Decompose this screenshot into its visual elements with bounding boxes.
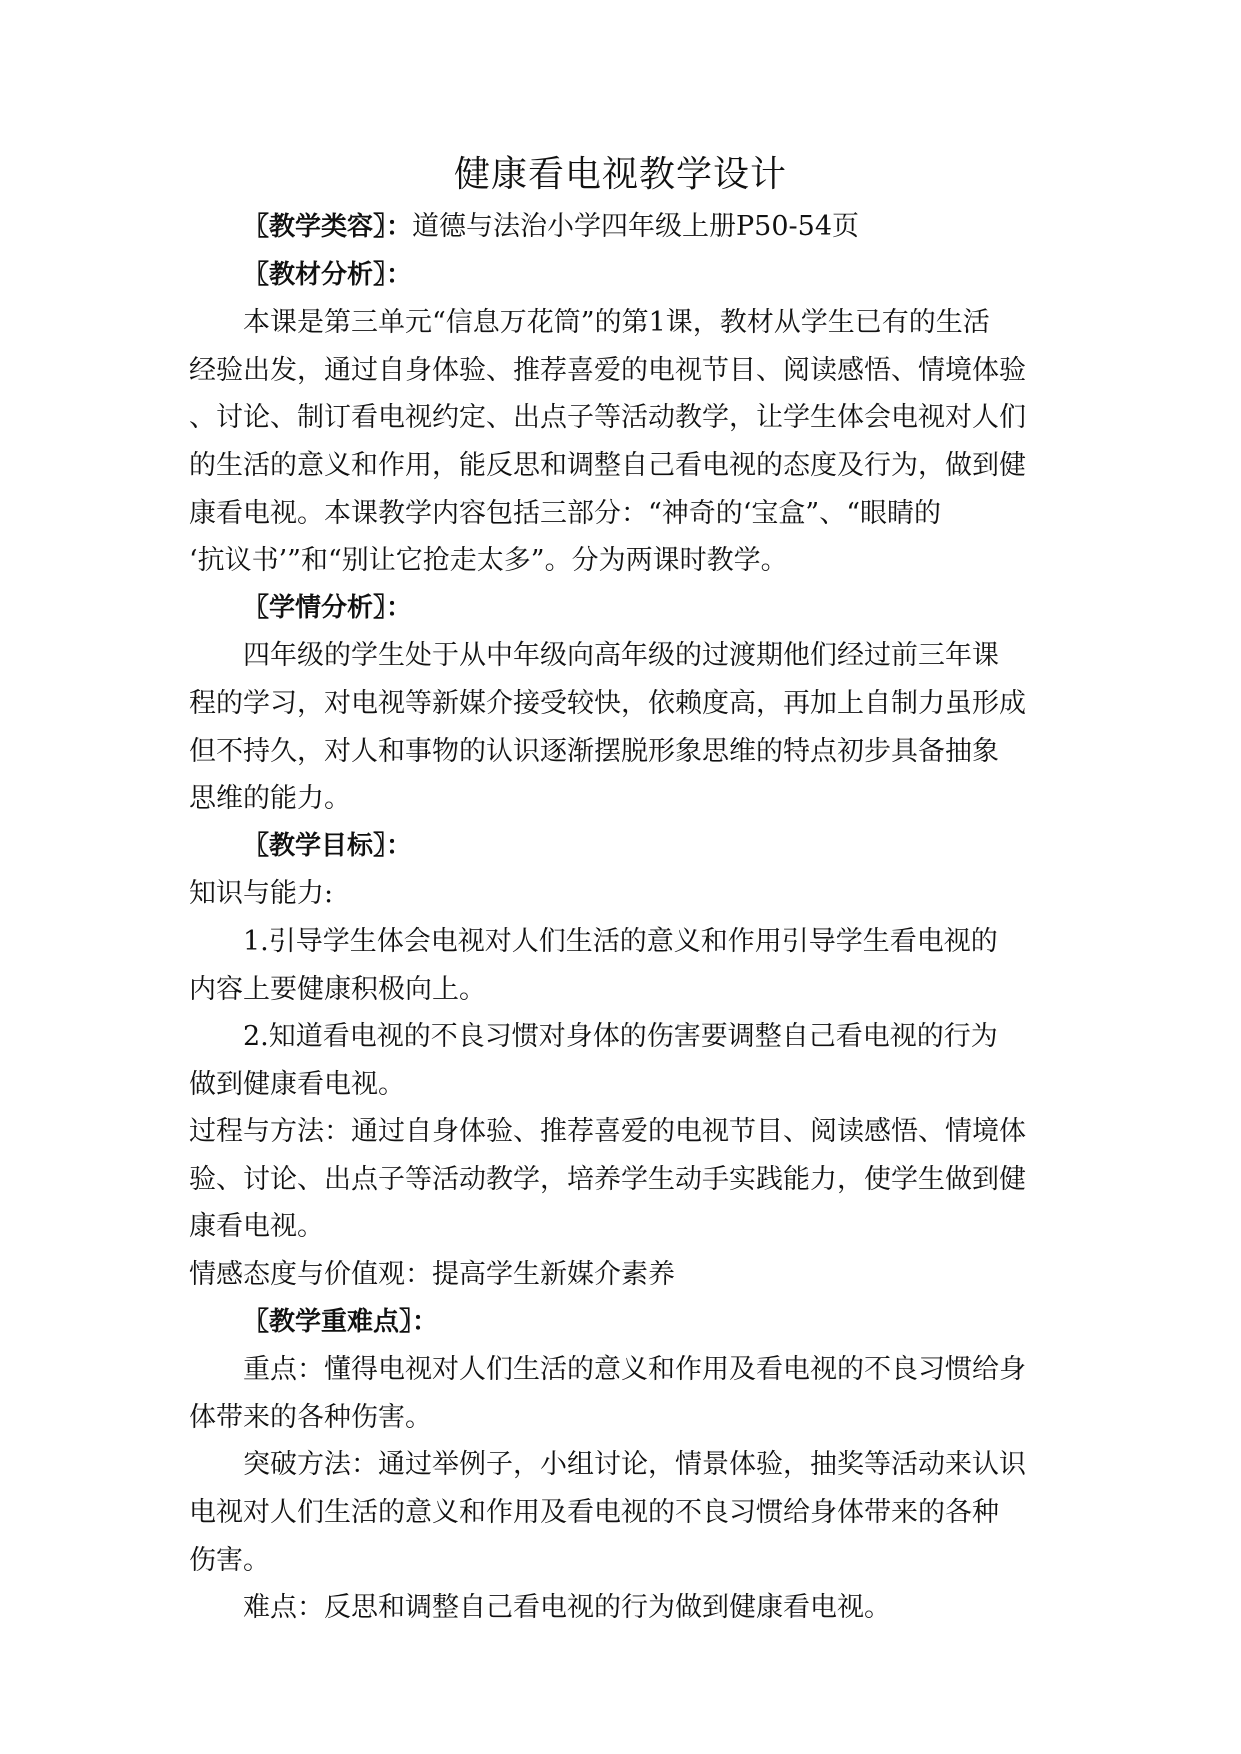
key-point-line: 体带来的各种伤害。 xyxy=(189,1401,432,1433)
objective-item-1-line: 内容上要健康积极向上。 xyxy=(189,973,486,1005)
learner-analysis-line: 但不持久，对人和事物的认识逐渐摆脱形象思维的特点初步具备抽象 xyxy=(189,735,999,767)
process-method-line: 验、讨论、出点子等活动教学，培养学生动手实践能力，使学生做到健 xyxy=(189,1163,1026,1195)
material-analysis-line: 的生活的意义和作用，能反思和调整自己看电视的态度及行为，做到健 xyxy=(189,449,1026,481)
material-analysis-line: 、讨论、制订看电视约定、出点子等活动教学，让学生体会电视对人们 xyxy=(189,402,1026,434)
breakthrough-method-line: 突破方法：通过举例子，小组讨论，情景体验，抽奖等活动来认识 xyxy=(243,1449,1026,1481)
breakthrough-method-line: 伤害。 xyxy=(189,1544,270,1576)
learner-analysis-heading: 〖学情分析〗： xyxy=(243,592,413,623)
document-title: 健康看电视教学设计 xyxy=(453,154,787,195)
content-value: 道德与法治小学四年级上册P50-54页 xyxy=(412,211,860,242)
emotion-values-line: 情感态度与价值观：提高学生新媒介素养 xyxy=(189,1259,675,1291)
material-analysis-line: 本课是第三单元“信息万花筒”的第1课，教材从学生已有的生活 xyxy=(243,307,990,339)
key-point-line: 重点：懂得电视对人们生活的意义和作用及看电视的不良习惯给身 xyxy=(243,1354,1026,1386)
material-analysis-line: 经验出发，通过自身体验、推荐喜爱的电视节目、阅读感悟、情境体验 xyxy=(189,354,1026,386)
objective-item-1-line: 1.引导学生体会电视对人们生活的意义和作用引导学生看电视的 xyxy=(243,925,998,957)
material-analysis-line: ‘抗议书’”和“别让它抢走太多”。分为两课时教学。 xyxy=(189,545,788,577)
key-points-heading: 〖教学重难点〗： xyxy=(243,1306,439,1337)
learner-analysis-line: 程的学习，对电视等新媒介接受较快，依赖度高，再加上自制力虽形成 xyxy=(189,687,1026,719)
material-analysis-heading: 〖教材分析〗： xyxy=(243,259,413,290)
process-method-line: 过程与方法：通过自身体验、推荐喜爱的电视节目、阅读感悟、情境体 xyxy=(189,1116,1026,1148)
objectives-heading: 〖教学目标〗： xyxy=(243,830,413,861)
learner-analysis-line: 四年级的学生处于从中年级向高年级的过渡期他们经过前三年课 xyxy=(243,640,999,672)
breakthrough-method-line: 电视对人们生活的意义和作用及看电视的不良习惯给身体带来的各种 xyxy=(189,1497,999,1529)
content-heading xyxy=(189,203,1069,252)
objective-item-2-line: 做到健康看电视。 xyxy=(189,1068,405,1100)
objective-item-2-line: 2.知道看电视的不良习惯对身体的伤害要调整自己看电视的行为 xyxy=(243,1021,998,1053)
document-body xyxy=(189,203,1069,1632)
knowledge-label: 知识与能力: xyxy=(189,878,334,910)
material-analysis-line: 康看电视。本课教学内容包括三部分：“神奇的‘宝盒”、“眼睛的 xyxy=(189,497,941,529)
learner-analysis-line: 思维的能力。 xyxy=(189,783,351,815)
process-method-line: 康看电视。 xyxy=(189,1211,324,1243)
content-label: 〖教学类容〗： xyxy=(243,212,413,242)
difficult-point-line: 难点：反思和调整自己看电视的行为做到健康看电视。 xyxy=(243,1592,891,1624)
